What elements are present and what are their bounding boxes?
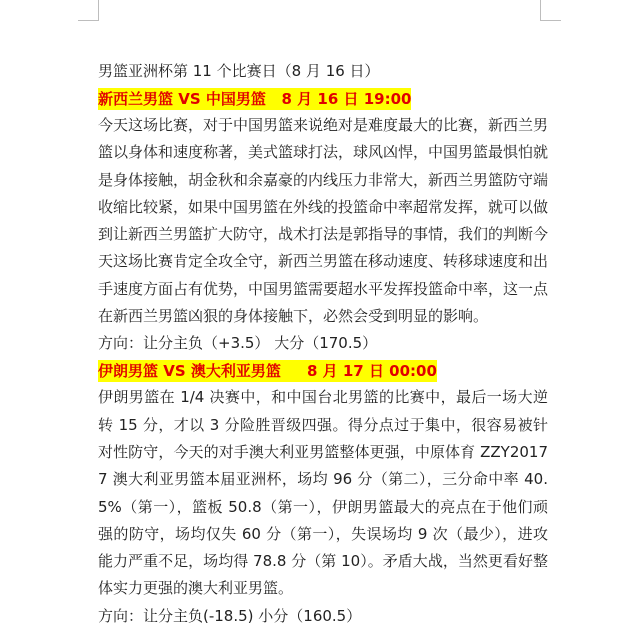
match-analysis-1: 今天这场比赛，对于中国男篮来说绝对是难度最大的比赛，新西兰男篮以身体和速度称著，美式篮球打法，球风凶悍，中国男篮最惧怕就是身体接触，胡金秋和余嘉豪的内线压力非常大，新西兰男篮防守端收缩比较紧，如果中国男篮在外线的投篮命中率超常发挥，就可以做到让新西兰男篮扩大防守，战术打法是郭指导的事情，我们的判断今天这场比赛肯定全攻全守，新西兰男篮在移动速度、转移球速度和出手速度方面占有优势，中国男篮需要超水平发挥投篮命中率，这一点在新西兰男篮凶狠的身体接触下，必然会受到明显的影响。	[98, 116, 549, 326]
match-title-text: 新西兰男篮 VS 中国男篮 8 月 16 日 19:00	[98, 90, 412, 108]
match-pick-2: 方向：让分主负(-18.5) 小分（160.5）	[98, 606, 362, 625]
match-analysis-2: 伊朗男篮在 1/4 决赛中，和中国台北男篮的比赛中，最后一场大逆转 15 分，才以 3 分险胜晋级四强。得分点过于集中，很容易被针对性防守，今天的对手澳大利亚男篮整体更强，中原体育 ZZY20177 澳大利亚男篮本届亚洲杯，场均 96 分（第二），三分命中率 40.5%（第一），篮板 50.8（第一），伊朗男篮最大的亮点在于他们顽强的防守，场均仅失 60 分（第一），失误场均 9 次（最少），进攻能力严重不足，场均得 78.8 分（第 10）。矛盾大战，当然更看好整体实力更强的澳大利亚男篮。	[98, 388, 548, 598]
crop-mark-top-right	[540, 0, 541, 20]
match-title-2	[98, 357, 548, 384]
crop-mark-top-left	[78, 20, 99, 21]
match-title-text: 伊朗男篮 VS 澳大利亚男篮 8 月 17 日 00:00	[98, 362, 437, 381]
crop-mark-top-left	[98, 0, 99, 20]
match-pick-1: 方向：让分主负（+3.5） 大分（170.5）	[98, 334, 378, 353]
document-heading: 男篮亚洲杯第 11 个比赛日（8 月 16 日）	[98, 62, 380, 80]
crop-mark-top-right	[540, 20, 561, 21]
document-body	[98, 58, 548, 630]
match-title-1	[98, 85, 548, 112]
